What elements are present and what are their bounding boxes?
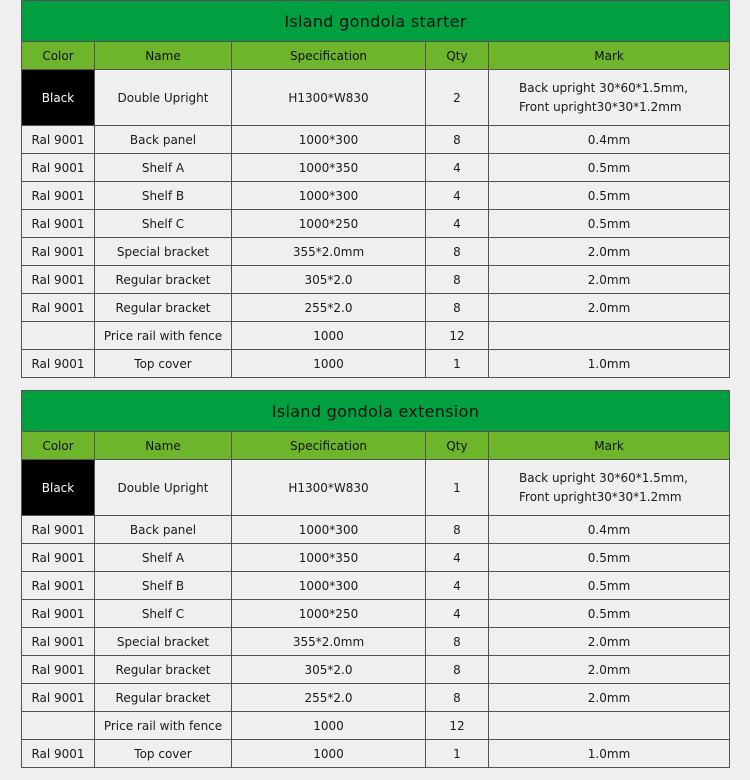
cell-color: Ral 9001 <box>22 684 95 712</box>
cell-specification: 255*2.0 <box>232 294 426 322</box>
cell-qty: 1 <box>426 740 489 768</box>
cell-qty: 8 <box>426 266 489 294</box>
table-row <box>22 544 730 572</box>
cell-qty: 8 <box>426 126 489 154</box>
cell-mark: 1.0mm <box>489 740 730 768</box>
cell-name: Regular bracket <box>95 294 232 322</box>
table-row <box>22 656 730 684</box>
cell-color: Ral 9001 <box>22 628 95 656</box>
cell-specification: H1300*W830 <box>232 70 426 126</box>
cell-mark: 2.0mm <box>489 238 730 266</box>
cell-specification: 1000 <box>232 712 426 740</box>
cell-color: Ral 9001 <box>22 516 95 544</box>
cell-color: Ral 9001 <box>22 572 95 600</box>
column-header-color: Color <box>22 42 95 70</box>
cell-name: Top cover <box>95 740 232 768</box>
cell-name: Regular bracket <box>95 266 232 294</box>
cell-name: Double Upright <box>95 460 232 516</box>
cell-mark: 0.4mm <box>489 126 730 154</box>
cell-mark: 0.5mm <box>489 182 730 210</box>
column-header-color: Color <box>22 432 95 460</box>
cell-mark: 0.5mm <box>489 600 730 628</box>
cell-mark: Back upright 30*60*1.5mm, Front upright30*30*1.2mm <box>489 460 730 516</box>
cell-qty: 8 <box>426 516 489 544</box>
table-row <box>22 684 730 712</box>
cell-name: Shelf C <box>95 600 232 628</box>
cell-specification: 1000*300 <box>232 126 426 154</box>
cell-mark <box>489 322 730 350</box>
parts-table-extension <box>21 390 730 768</box>
cell-name: Shelf A <box>95 544 232 572</box>
cell-qty: 1 <box>426 460 489 516</box>
cell-color: Black <box>22 460 95 516</box>
cell-qty: 4 <box>426 572 489 600</box>
cell-color <box>22 712 95 740</box>
column-header-name: Name <box>95 42 232 70</box>
table-title-row <box>22 1 730 42</box>
column-header-qty: Qty <box>426 432 489 460</box>
column-header-mark: Mark <box>489 432 730 460</box>
cell-qty: 12 <box>426 712 489 740</box>
cell-specification: 1000*300 <box>232 516 426 544</box>
cell-name: Shelf B <box>95 572 232 600</box>
cell-specification: 1000*250 <box>232 210 426 238</box>
cell-name: Double Upright <box>95 70 232 126</box>
cell-name: Shelf C <box>95 210 232 238</box>
cell-color: Ral 9001 <box>22 210 95 238</box>
table-row <box>22 182 730 210</box>
table-row <box>22 460 730 516</box>
column-header-name: Name <box>95 432 232 460</box>
cell-specification: 305*2.0 <box>232 656 426 684</box>
cell-mark: 0.5mm <box>489 154 730 182</box>
column-header-row <box>22 432 730 460</box>
cell-mark: 2.0mm <box>489 656 730 684</box>
cell-specification: 1000 <box>232 350 426 378</box>
cell-qty: 4 <box>426 544 489 572</box>
cell-mark: 2.0mm <box>489 294 730 322</box>
cell-color: Ral 9001 <box>22 238 95 266</box>
cell-mark: 2.0mm <box>489 266 730 294</box>
cell-mark: 1.0mm <box>489 350 730 378</box>
cell-color: Ral 9001 <box>22 740 95 768</box>
table-row <box>22 154 730 182</box>
cell-mark: 0.5mm <box>489 544 730 572</box>
table-title: Island gondola starter <box>22 1 730 42</box>
cell-color: Ral 9001 <box>22 126 95 154</box>
cell-mark: Back upright 30*60*1.5mm, Front upright30*30*1.2mm <box>489 70 730 126</box>
cell-qty: 8 <box>426 294 489 322</box>
table-title: Island gondola extension <box>22 391 730 432</box>
cell-name: Back panel <box>95 126 232 154</box>
cell-qty: 4 <box>426 182 489 210</box>
cell-qty: 1 <box>426 350 489 378</box>
cell-qty: 12 <box>426 322 489 350</box>
cell-mark: 0.5mm <box>489 210 730 238</box>
cell-specification: 305*2.0 <box>232 266 426 294</box>
cell-color: Black <box>22 70 95 126</box>
cell-specification: 1000*300 <box>232 572 426 600</box>
cell-mark: 2.0mm <box>489 628 730 656</box>
column-header-mark: Mark <box>489 42 730 70</box>
cell-specification: 355*2.0mm <box>232 238 426 266</box>
cell-qty: 4 <box>426 210 489 238</box>
cell-specification: 1000 <box>232 322 426 350</box>
column-header-qty: Qty <box>426 42 489 70</box>
cell-color: Ral 9001 <box>22 154 95 182</box>
table-row <box>22 70 730 126</box>
cell-color: Ral 9001 <box>22 266 95 294</box>
table-row <box>22 294 730 322</box>
cell-specification: 1000*350 <box>232 544 426 572</box>
table-row <box>22 712 730 740</box>
table-row <box>22 572 730 600</box>
cell-name: Price rail with fence <box>95 322 232 350</box>
cell-qty: 2 <box>426 70 489 126</box>
cell-color: Ral 9001 <box>22 600 95 628</box>
table-row <box>22 740 730 768</box>
cell-specification: 1000*250 <box>232 600 426 628</box>
cell-name: Special bracket <box>95 238 232 266</box>
cell-name: Shelf B <box>95 182 232 210</box>
cell-name: Top cover <box>95 350 232 378</box>
cell-name: Back panel <box>95 516 232 544</box>
cell-color: Ral 9001 <box>22 544 95 572</box>
cell-mark: 2.0mm <box>489 684 730 712</box>
cell-specification: 255*2.0 <box>232 684 426 712</box>
table-title-row <box>22 391 730 432</box>
cell-color <box>22 322 95 350</box>
cell-color: Ral 9001 <box>22 182 95 210</box>
cell-name: Regular bracket <box>95 656 232 684</box>
table-row <box>22 350 730 378</box>
cell-specification: 1000*300 <box>232 182 426 210</box>
column-header-specification: Specification <box>232 432 426 460</box>
cell-qty: 8 <box>426 238 489 266</box>
cell-name: Shelf A <box>95 154 232 182</box>
column-header-specification: Specification <box>232 42 426 70</box>
table-row <box>22 600 730 628</box>
table-row <box>22 628 730 656</box>
table-row <box>22 238 730 266</box>
cell-color: Ral 9001 <box>22 350 95 378</box>
cell-mark: 0.4mm <box>489 516 730 544</box>
table-row <box>22 516 730 544</box>
cell-mark: 0.5mm <box>489 572 730 600</box>
cell-name: Special bracket <box>95 628 232 656</box>
column-header-row <box>22 42 730 70</box>
cell-color: Ral 9001 <box>22 294 95 322</box>
cell-qty: 8 <box>426 684 489 712</box>
table-row <box>22 210 730 238</box>
cell-name: Regular bracket <box>95 684 232 712</box>
cell-qty: 4 <box>426 154 489 182</box>
cell-specification: 355*2.0mm <box>232 628 426 656</box>
table-row <box>22 126 730 154</box>
cell-qty: 4 <box>426 600 489 628</box>
cell-specification: H1300*W830 <box>232 460 426 516</box>
table-row <box>22 322 730 350</box>
cell-mark <box>489 712 730 740</box>
cell-specification: 1000 <box>232 740 426 768</box>
parts-table-starter <box>21 0 730 378</box>
cell-specification: 1000*350 <box>232 154 426 182</box>
cell-color: Ral 9001 <box>22 656 95 684</box>
cell-qty: 8 <box>426 656 489 684</box>
cell-qty: 8 <box>426 628 489 656</box>
cell-name: Price rail with fence <box>95 712 232 740</box>
table-row <box>22 266 730 294</box>
